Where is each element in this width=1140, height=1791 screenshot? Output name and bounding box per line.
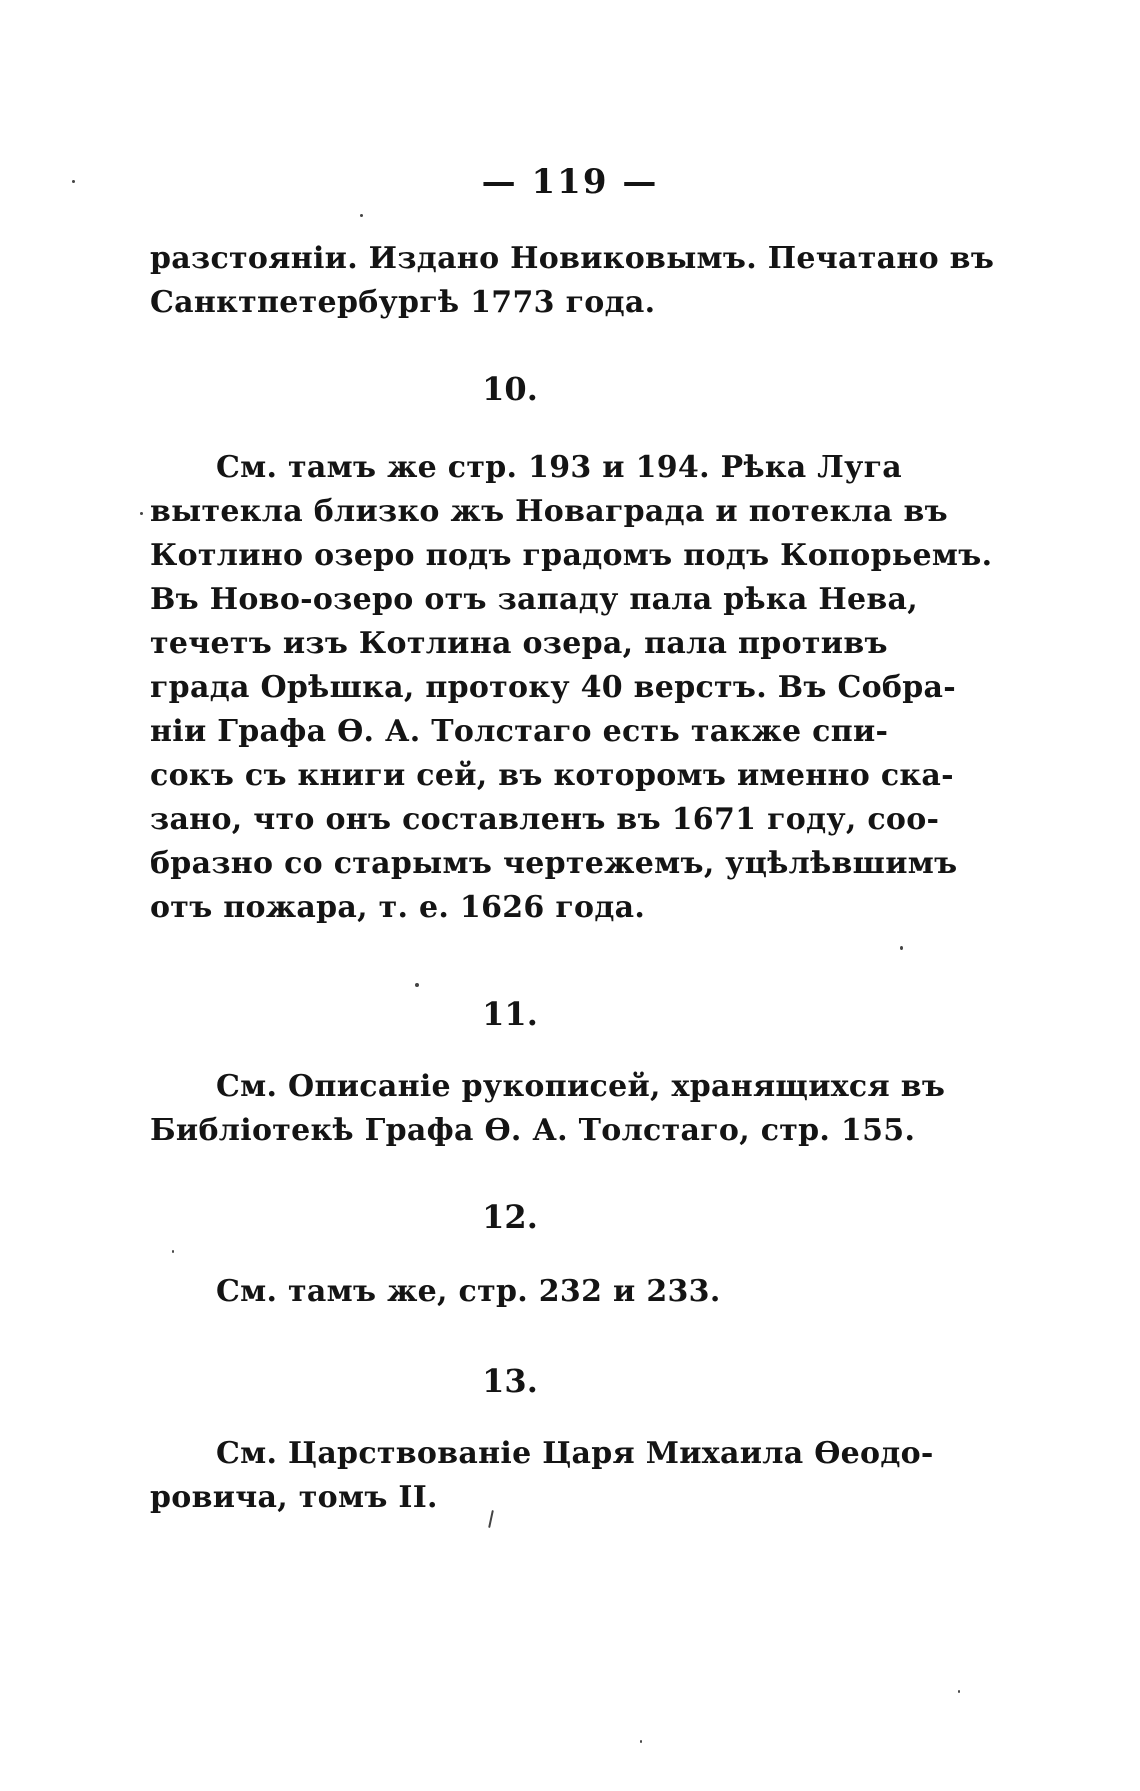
text-line: ровича, томъ II. <box>150 1480 438 1515</box>
text-line: См. тамъ же стр. 193 и 194. Рѣка Луга <box>216 450 903 485</box>
page-number: — 119 — <box>481 162 659 202</box>
note-number-10: 10. <box>482 370 538 408</box>
text-line: См. тамъ же, стр. 232 и 233. <box>216 1274 721 1309</box>
scan-speck <box>172 1250 174 1253</box>
text-line: отъ пожара, т. е. 1626 года. <box>150 890 646 925</box>
scan-speck <box>640 1740 642 1743</box>
note-10-paragraph <box>150 446 993 930</box>
scan-speck <box>415 983 419 987</box>
text-line: сокъ съ книги сей, въ которомъ именно ска- <box>150 758 954 793</box>
scan-speck <box>958 1690 960 1693</box>
note-number-13: 13. <box>482 1362 538 1400</box>
scan-speck <box>900 946 903 950</box>
text-line: разстояніи. Издано Новиковымъ. Печатано въ <box>150 241 995 276</box>
note-12-paragraph <box>150 1270 870 1314</box>
text-line: См. Царствованіе Царя Михаила Ѳеодо- <box>216 1436 934 1471</box>
text-line: града Орѣшка, протоку 40 верстъ. Въ Собра- <box>150 670 957 705</box>
continuation-paragraph <box>150 237 995 325</box>
scan-speck <box>140 512 143 515</box>
text-line: течетъ изъ Котлина озера, пала противъ <box>150 626 888 661</box>
text-line: Санктпетербургѣ 1773 года. <box>150 285 656 320</box>
text-line: Библіотекѣ Графа Ѳ. А. Толстаго, стр. 155. <box>150 1113 916 1148</box>
scan-speck <box>360 214 363 217</box>
text-line: вытекла близко жъ Новаграда и потекла въ <box>150 494 948 529</box>
text-line: Въ Ново-озеро отъ западу пала рѣка Нева, <box>150 582 919 617</box>
text-line: См. Описаніе рукописей, хранящихся въ <box>216 1069 946 1104</box>
note-number-11: 11. <box>482 995 538 1033</box>
note-number-12: 12. <box>482 1198 538 1236</box>
scan-speck <box>72 180 75 183</box>
note-13-paragraph <box>150 1432 934 1520</box>
text-line: ніи Графа Ѳ. А. Толстаго есть также спи- <box>150 714 889 749</box>
text-line: бразно со старымъ чертежемъ, уцѣлѣвшимъ <box>150 846 958 881</box>
note-11-paragraph <box>150 1065 946 1153</box>
text-line: зано, что онъ составленъ въ 1671 году, соо- <box>150 802 940 837</box>
text-line: Котлино озеро подъ градомъ подъ Копорьемъ. <box>150 538 993 573</box>
